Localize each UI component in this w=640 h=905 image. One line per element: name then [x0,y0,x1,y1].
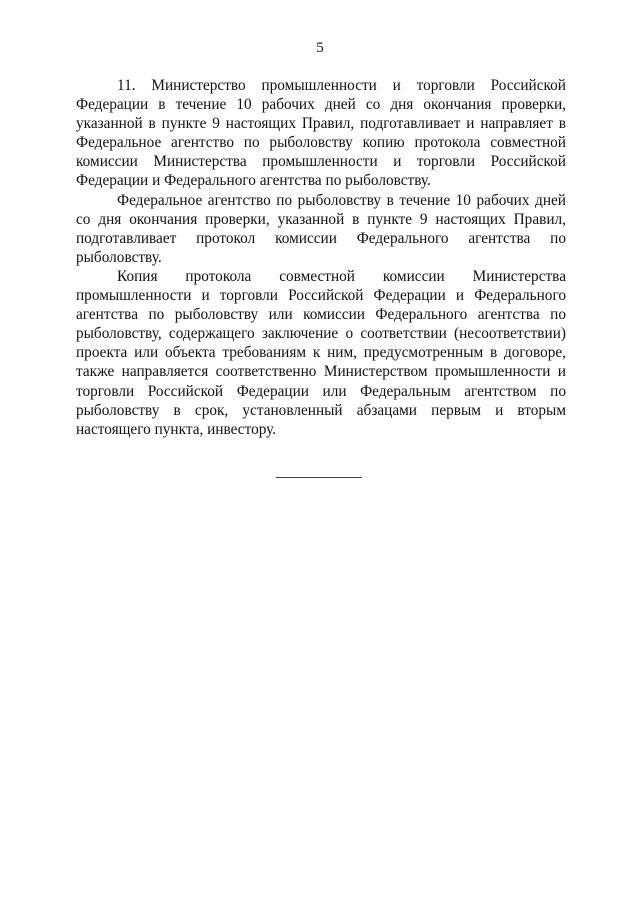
paragraph-fishery-agency-protocol: Федеральное агентство по рыболовству в течение 10 рабочих дней со дня окончания проверки, указанной в пункте 9 настоящих Правил, подготавливает протокол комиссии Федерального агентства по рыболовству. [76,191,566,266]
paragraph-item-11: 11. Министерство промышленности и торговли Российской Федерации в течение 10 рабочих дней со дня окончания проверки, указанной в пункте 9 настоящих Правил, подготавливает и направляет в Федеральное агентство по рыболовству копию протокола совместной комиссии Министерства промышленности и торговли Российской Федерации и Федерального агентства по рыболовству. [76,77,566,190]
end-of-document-rule [276,477,362,478]
paragraph-protocol-copy: Копия протокола совместной комиссии Министерства промышленности и торговли Российской Федерации и Федерального агентства по рыболовству или комиссии Федерального агентства по рыболовству, содержащего заключение о соответствии (несоответствии) проекта или объекта требованиям к ним, предусмотренным в договоре, также направляется соответственно Министерством промышленности и торговли Российской Федерации или Федеральным агентством по рыболовству в срок, установленный абзацами первым и вторым настоящего пункта, инвестору. [76,267,566,438]
document-body [76,76,566,439]
page-number: 5 [316,40,324,56]
